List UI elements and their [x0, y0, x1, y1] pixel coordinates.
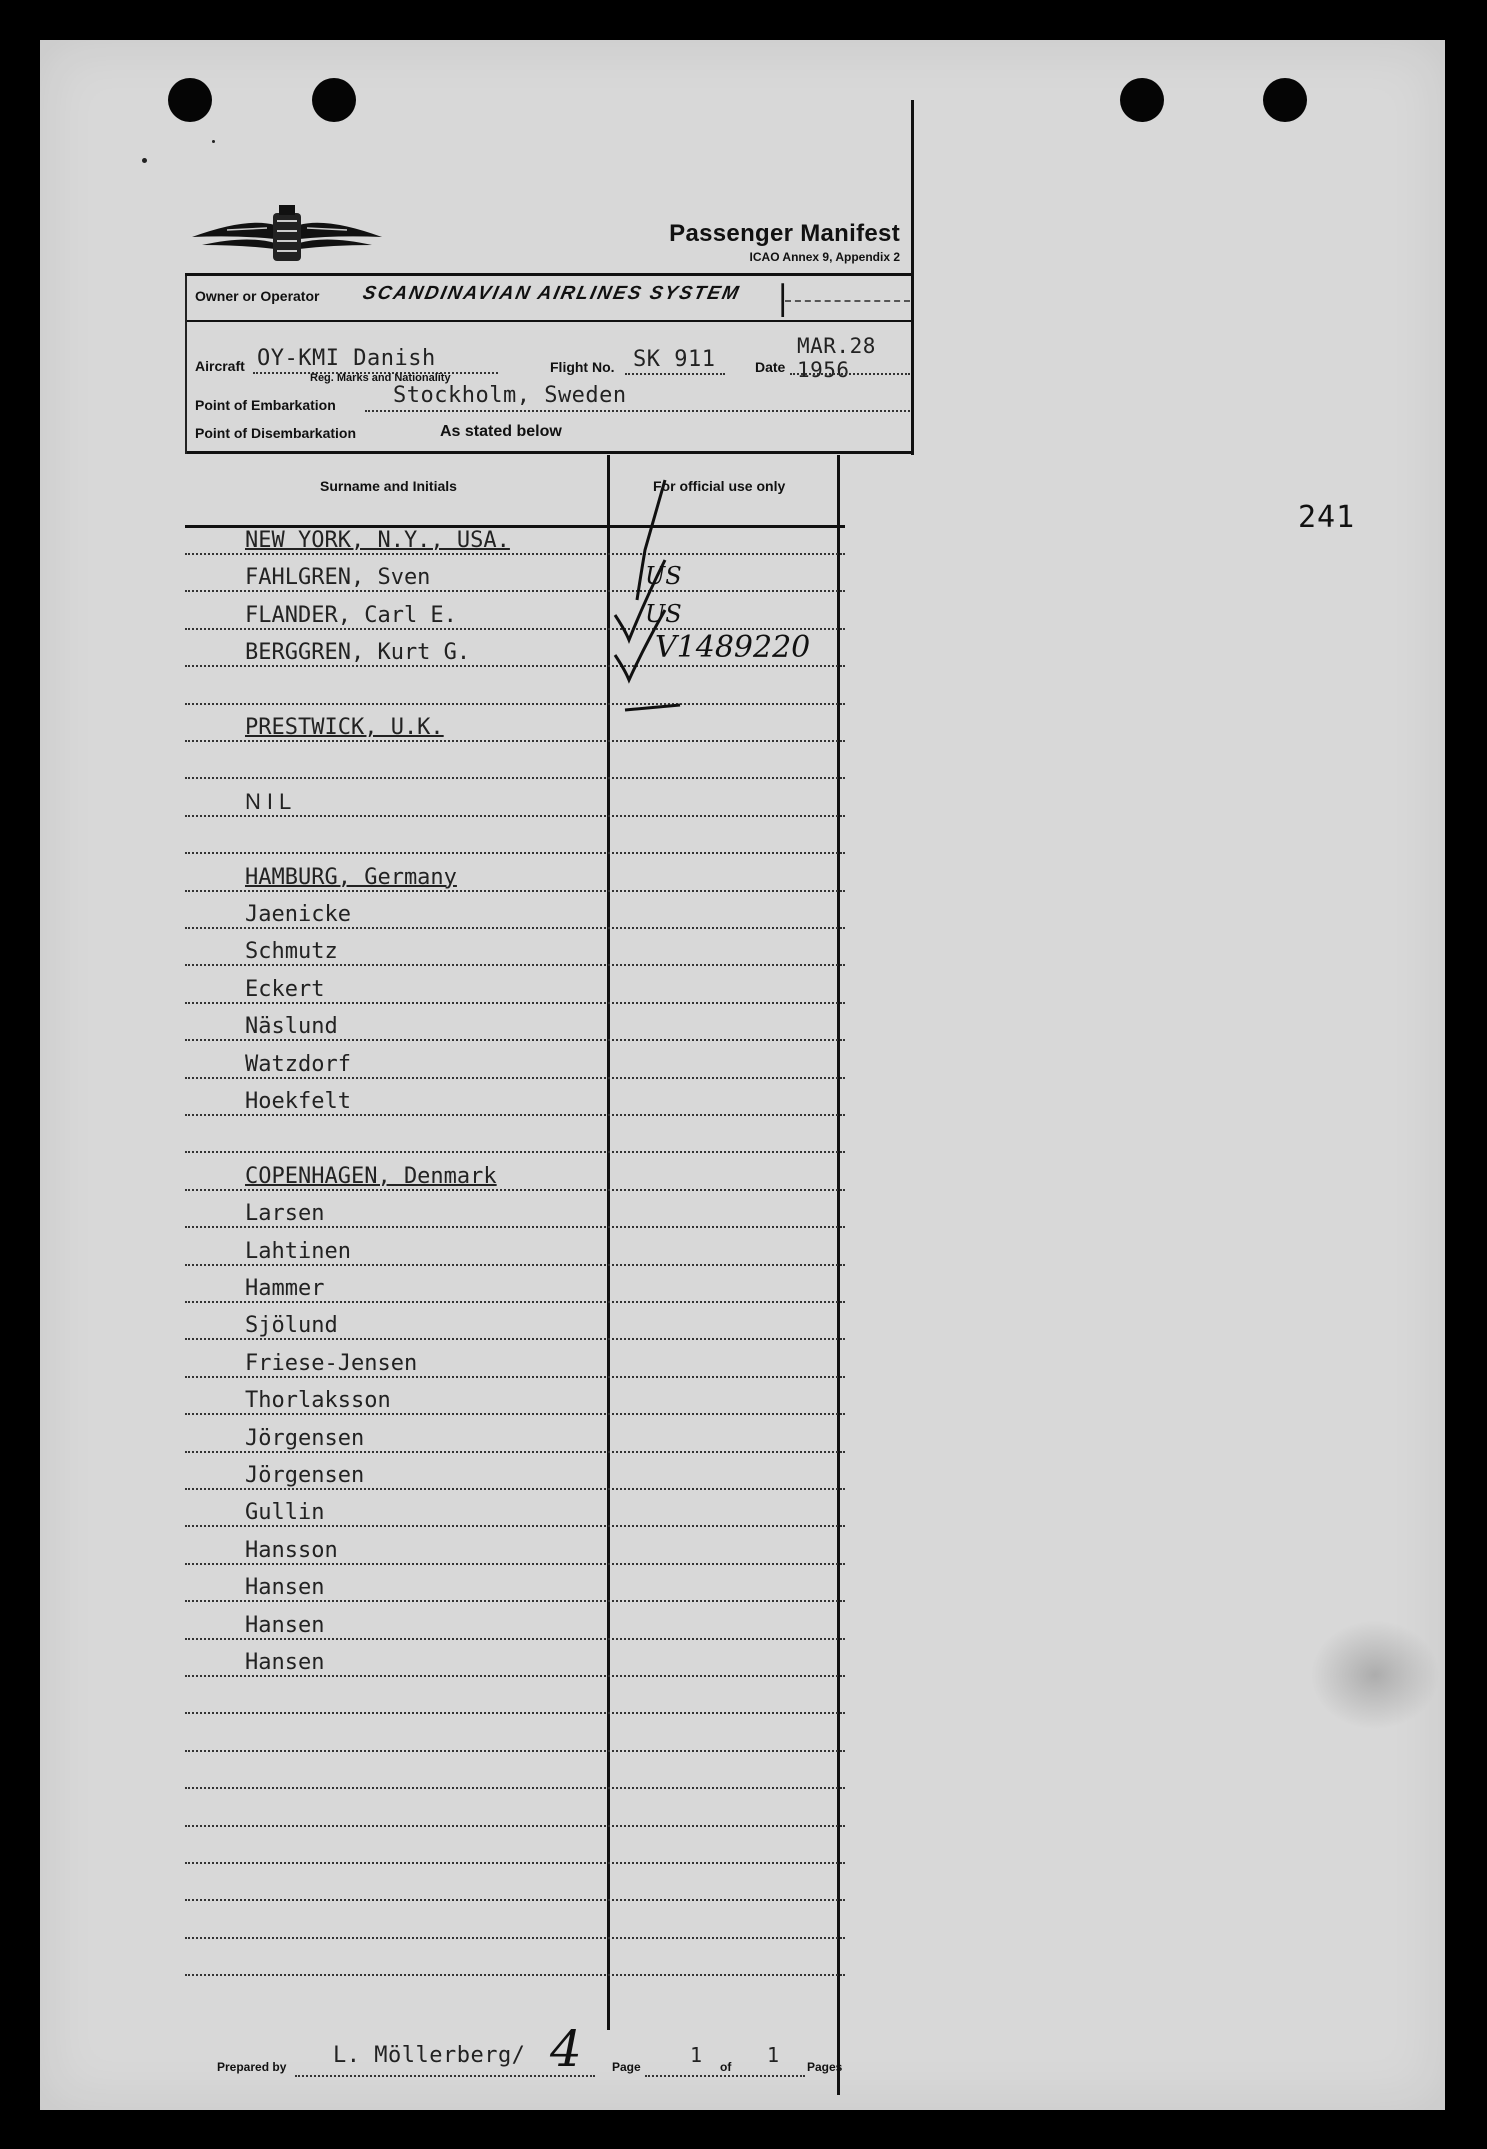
speck [142, 158, 147, 163]
passenger-name: Eckert [245, 976, 325, 1002]
left-border [185, 276, 187, 454]
passenger-row [185, 1004, 845, 1041]
form-border [911, 100, 914, 455]
punch-hole [1120, 78, 1164, 122]
form-subtitle: ICAO Annex 9, Appendix 2 [749, 250, 900, 264]
official-use-annotation: V1489220 [655, 630, 811, 666]
form-title: Passenger Manifest [669, 220, 900, 247]
passenger-row [185, 892, 845, 929]
passenger-row [185, 1640, 845, 1677]
smudge [1310, 1620, 1440, 1730]
page-dots [645, 2075, 805, 2077]
embarkation-dots [365, 410, 910, 412]
disembarkation-value: As stated below [440, 423, 562, 440]
pages-label: Pages [807, 2060, 843, 2074]
passenger-row [185, 1079, 845, 1116]
owner-tick-mark: | [777, 278, 789, 318]
passenger-row [185, 1416, 845, 1453]
passenger-name: Hammer [245, 1276, 325, 1301]
passenger-name: Hansson [245, 1537, 338, 1563]
passenger-row [185, 1677, 845, 1714]
passenger-name: Hansen [245, 1650, 325, 1675]
of-label: of [720, 2060, 732, 2074]
passenger-row [185, 967, 845, 1004]
destination-heading: HAMBURG, Germany [245, 864, 457, 890]
date-value-month: MAR.28 [797, 334, 876, 358]
passenger-name: Hansen [245, 1575, 325, 1601]
prepared-label: Prepared by [217, 2060, 287, 2074]
owner-dash [785, 300, 910, 302]
owner-label: Owner or Operator [195, 288, 320, 304]
flight-value: SK 911 [633, 347, 716, 372]
passenger-name: Jörgensen [245, 1463, 365, 1488]
passenger-name: Thorlaksson [245, 1388, 391, 1414]
passenger-name: Hoekfelt [245, 1089, 351, 1114]
passenger-name: BERGGREN, Kurt G. [245, 640, 471, 666]
aircraft-value: OY-KMI Danish [257, 346, 436, 371]
passenger-name: Watzdorf [245, 1051, 351, 1077]
passenger-row [185, 1528, 845, 1565]
flight-dots [625, 373, 725, 375]
flight-label: Flight No. [550, 359, 615, 375]
passenger-name: Hansen [245, 1612, 325, 1638]
manifest-form [185, 100, 920, 2090]
passenger-row [185, 1827, 845, 1864]
passenger-name: Jaenicke [245, 902, 351, 927]
destination-heading: NEW YORK, N.Y., USA. [245, 528, 510, 553]
date-label: Date [755, 359, 786, 375]
prepared-value: L. Möllerberg/ [333, 2043, 526, 2068]
passenger-name: Lahtinen [245, 1238, 351, 1264]
passenger-row [185, 1191, 845, 1228]
passenger-row [185, 1378, 845, 1415]
passenger-name: Gullin [245, 1500, 325, 1526]
passenger-row [185, 1902, 845, 1939]
embarkation-label: Point of Embarkation [195, 397, 336, 413]
passenger-name: FLANDER, Carl E. [245, 602, 457, 628]
passenger-row [185, 1603, 845, 1640]
passenger-name: Schmutz [245, 939, 338, 965]
section-rule [185, 451, 914, 454]
passenger-name: FAHLGREN, Sven [245, 565, 431, 591]
passenger-name: Sjölund [245, 1313, 338, 1339]
passenger-row [185, 1303, 845, 1340]
form-title-block [669, 220, 900, 264]
passenger-row [185, 780, 845, 817]
of-value: 1 [767, 2043, 780, 2067]
page-label: Page [612, 2060, 641, 2074]
passenger-row [185, 1266, 845, 1303]
disembarkation-label: Point of Disembarkation [195, 425, 357, 441]
passenger-name: Friese-Jensen [245, 1350, 418, 1376]
aircraft-label: Aircraft [195, 358, 245, 374]
passenger-row [185, 817, 845, 854]
destination-heading: PRESTWICK, U.K. [245, 715, 444, 740]
passenger-row [185, 1042, 845, 1079]
passenger-name: Näslund [245, 1014, 338, 1040]
passenger-row [185, 1341, 845, 1378]
passenger-row [185, 1229, 845, 1266]
passenger-row [185, 1565, 845, 1602]
passenger-row [185, 1939, 845, 1976]
owner-rule [185, 320, 914, 322]
passenger-row [185, 929, 845, 966]
passenger-name: Jörgensen [245, 1425, 365, 1451]
passenger-row [185, 1864, 845, 1901]
passenger-row [185, 1752, 845, 1789]
handwritten-check-marks [585, 470, 875, 780]
sas-wings-logo-icon [187, 195, 387, 275]
punch-hole [1263, 78, 1307, 122]
passenger-row [185, 1490, 845, 1527]
passenger-row [185, 1790, 845, 1827]
passenger-row [185, 1116, 845, 1153]
header-rule [185, 273, 914, 276]
destination-heading-row [185, 1154, 845, 1191]
row-rule [185, 1974, 845, 1976]
embarkation-value: Stockholm, Sweden [393, 383, 627, 408]
date-dots [790, 373, 910, 375]
date-value-year: 1956 [797, 358, 850, 382]
owner-value: SCANDINAVIAN AIRLINES SYSTEM [360, 283, 743, 304]
prepared-dots [295, 2075, 595, 2077]
passenger-name: Larsen [245, 1201, 325, 1227]
passenger-row [185, 1453, 845, 1490]
official-column-header: For official use only [653, 478, 786, 494]
initial-mark: 4 [550, 2020, 582, 2078]
reg-marks-label: Reg. Marks and Nationality [310, 372, 451, 384]
destination-heading-row [185, 855, 845, 892]
passenger-name: NIL [245, 788, 298, 814]
official-use-annotation: US [645, 562, 682, 591]
page-value: 1 [690, 2043, 703, 2067]
official-use-annotation: US [645, 599, 682, 628]
passenger-row [185, 1715, 845, 1752]
surname-column-header: Surname and Initials [320, 478, 457, 494]
stamp-number: 241 [1298, 500, 1356, 535]
destination-heading: COPENHAGEN, Denmark [245, 1163, 497, 1189]
